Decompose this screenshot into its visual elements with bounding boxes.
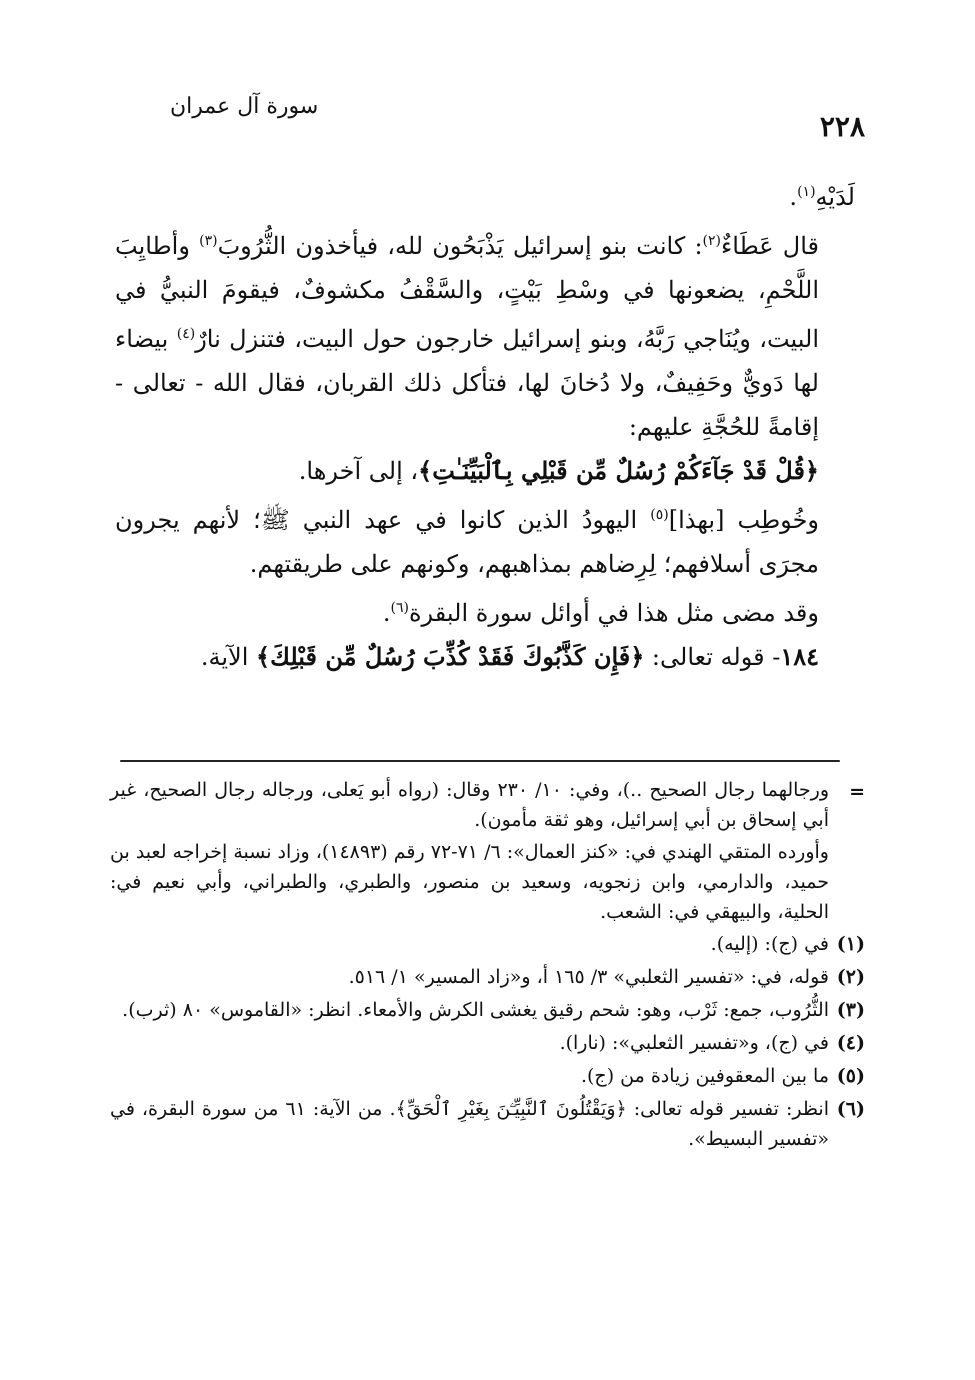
footnote-5 xyxy=(110,1061,865,1091)
running-title: سورة آل عمران xyxy=(170,94,319,119)
footnote-ref-5[interactable]: (٥) xyxy=(650,507,669,523)
paragraph-ata: قال عَطَاءٌ$^{(٢)}$: كانت بنو إسرائيل يَذْبَحُون لله، فيأخذون الثُّرُوبَ$^{(٣)}$ وأطايِبَ اللَّحْمِ، يضعونها في وسْطِ بَيْتٍ، والسَّقْفُ مكشوفٌ، فيقومَ النبيُّ في البيت، ويُنَاجي رَبَّهُ، وبنو إسرائيل خارجون حول البيت، فتنزل نارٌ$^{(٤)}$ بيضاء لها دَويٌّ وحَفِيفٌ، ولا دُخانَ لها، فتأكل ذلك القربان، فقال الله - تعالى - إقامةً للحُجَّةِ عليهم: xyxy=(115,232,820,441)
footnote-number: (٦) xyxy=(836,1098,865,1120)
footnote-text: الثُّرُوب، جمع: ثَرْب، وهو: شحم رقيق يغشى الكرش والأمعاء. انظر: «القاموس» ٨٠ (ثرب). xyxy=(122,999,829,1021)
footnote-4 xyxy=(110,1028,865,1058)
footnote-ref-4[interactable]: (٤) xyxy=(176,326,196,342)
paragraph-quran-verse: ﴿قُلْ قَدْ جَآءَكُمْ رُسُلٌ مِّن قَبْلِي بِٱلْبَيِّنَـٰتِ﴾، إلى آخرها. xyxy=(298,456,819,485)
footnote-ref-6[interactable]: (٦) xyxy=(390,600,409,616)
footnote-6 xyxy=(110,1094,865,1154)
footnote-text: ما بين المعقوفين زيادة من (ج). xyxy=(580,1065,829,1087)
footnotes xyxy=(110,775,865,1157)
footnote-number: (٤) xyxy=(836,1032,865,1054)
verse-number: ١٨٤ xyxy=(780,642,819,671)
main-text xyxy=(115,170,855,679)
footnote-2 xyxy=(110,962,865,992)
footnote-text: في (ج)، و«تفسير الثعلبي»: (نارا). xyxy=(559,1032,829,1054)
continuation-mark: = xyxy=(849,781,865,803)
page-header xyxy=(110,90,865,150)
page-number: ٢٢٨ xyxy=(819,110,865,143)
footnote-ref-1[interactable]: (١) xyxy=(797,184,816,200)
quran-quote: ﴿فَإِن كَذَّبُوكَ فَقَدْ كُذِّبَ رُسُلٌ مِّن قَبْلِكَ﴾ xyxy=(256,642,645,671)
footnote-ref-3[interactable]: (٣) xyxy=(199,233,218,249)
footnote-text: انظر: تفسير قوله تعالى: ﴿وَيَقْتُلُونَ ٱلنَّبِيِّـۧنَ بِغَيْرِ ٱلْحَقِّ﴾. من الآية: ٦١ من سورة البقرة، في «تفسير البسيط». xyxy=(110,1098,829,1150)
paragraph-verse-184: ١٨٤- قوله تعالى: ﴿فَإِن كَذَّبُوكَ فَقَدْ كُذِّبَ رُسُلٌ مِّن قَبْلِكَ﴾ الآية. xyxy=(200,642,819,671)
footnote-1 xyxy=(110,929,865,959)
footnote-separator xyxy=(120,760,840,762)
footnote-text: قوله، في: «تفسير الثعلبي» ٣/ ١٦٥ أ، و«زاد المسير» ١/ ٥١٦. xyxy=(348,966,829,988)
footnote-number: (٣) xyxy=(836,999,865,1021)
footnote-3 xyxy=(110,995,865,1025)
footnote-number: (١) xyxy=(836,933,865,955)
footnote-ref-2[interactable]: (٢) xyxy=(702,233,722,249)
paragraph-baqara: وقد مضى مثل هذا في أوائل سورة البقرة$^{(٦)}$. xyxy=(382,599,819,627)
footnote-number: (٥) xyxy=(836,1065,865,1087)
quran-quote: ﴿قُلْ قَدْ جَآءَكُمْ رُسُلٌ مِّن قَبْلِي بِٱلْبَيِّنَـٰتِ﴾ xyxy=(418,456,819,485)
opening-line: لَدَيْهِ$^{(١)}$. xyxy=(789,183,855,211)
footnote-number: (٢) xyxy=(836,966,865,988)
footnote-text: في (ج): (إليه). xyxy=(710,933,829,955)
footnote-continuation: ورجالهما رجال الصحيح ..)، وفي: ١٠/ ٢٣٠ وقال: (رواه أبو يَعلى، ورجاله رجال الصحيح، غير أبي إسحاق بن أبي إسرائيل، وهو ثقة مأمون). xyxy=(110,779,829,831)
footnote-continuation: وأورده المتقي الهندي في: «كنز العمال»: ٦/ ٧١-٧٢ رقم (١٤٨٩٣)، وزاد نسبة إخراجه لعبد بن حميد، والدارمي، وابن زنجويه، وسعيد بن منصور، والطبري، والطبراني، وأبي نعيم في: الحلية، والبيهقي في: الشعب. xyxy=(110,841,829,923)
paragraph-addressed: وخُوطِب [بهذا]$^{(٥)}$ اليهودُ الذين كانوا في عهد النبي ﷺ؛ لأنهم يجرون مجرَى أسلافهم؛ لِرِضاهم بمذاهبهم، وكونهم على طريقتهم. xyxy=(115,506,819,578)
